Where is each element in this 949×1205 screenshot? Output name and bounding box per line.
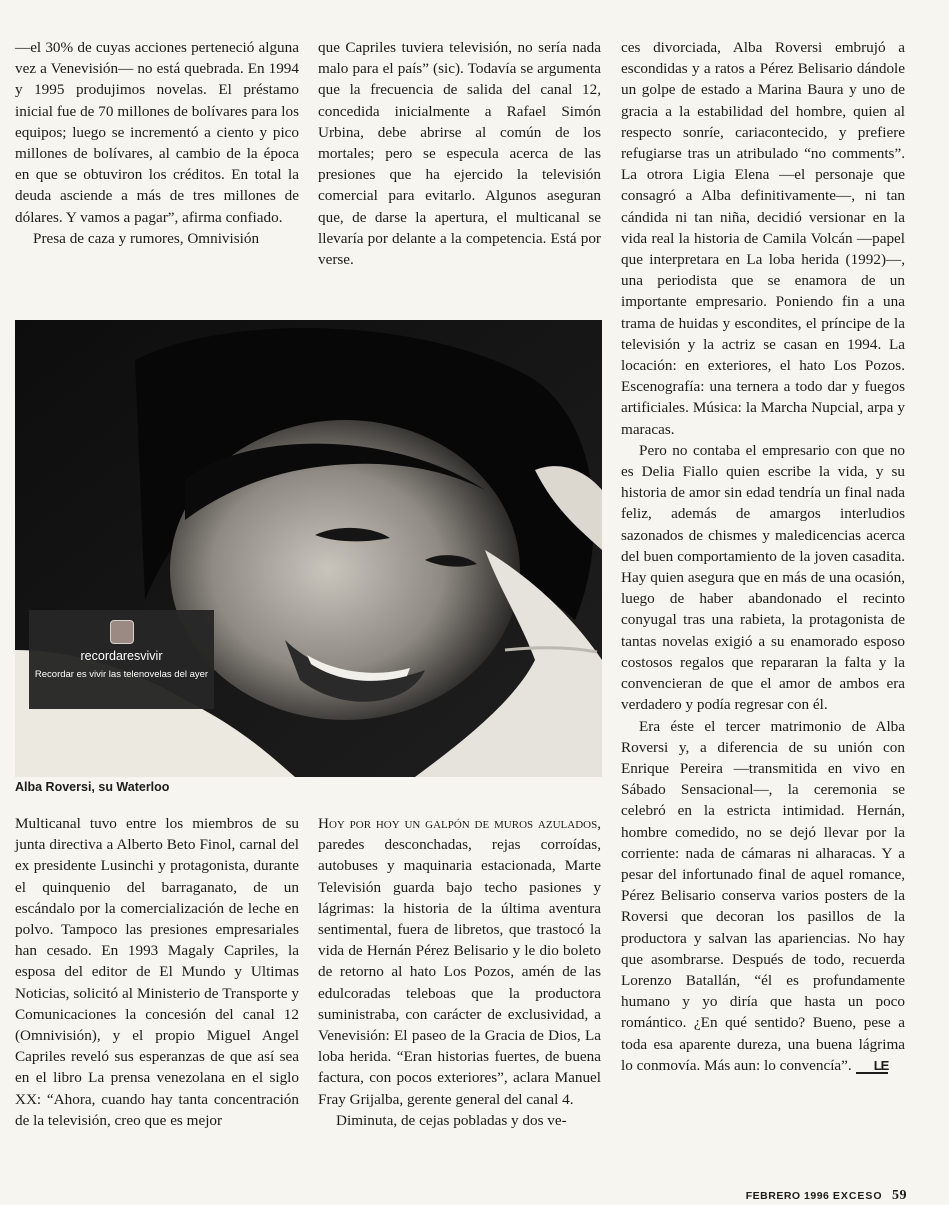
- paragraph: Multicanal tuvo entre los miembros de su junta directiva a Alberto Beto Finol, carnal del ex presidente Lusinchi y protagonista, durante el quinquenio del barraganato, de un escándalo por la comercialización de leche en polvo. Tampoco las presiones empresariales han cesado. En 1993 Magaly Capriles, la esposa del editor de El Mundo y Ultimas Noticias, solicitó al Ministerio de Transporte y Comunicaciones la concesión del canal 12 (Omnivisión), y el propio Miguel Angel Capriles reveló sus esperanzas de que así sea en el libro La prensa venezolana en el siglo XX: “Ahora, cuando hay tanta concentración de la televisión, creo que es mejor: [15, 815, 299, 1129]
- paragraph-text: Era éste el tercer matrimonio de Alba Roversi y, a diferencia de su unión con Enrique Pereira —transmitida en vivo en Sábado Sensacional—, la ceremonia se celebró en la estricta intimidad. Hernán, hombre comedido, no se dejó llevar por la corriente: nada de cámaras ni alharacas. Y a pesar del infortunado final de aquel romance, Pérez Belisario conserva varios posters de la Roversi que decoran los pasillos de la productora y salvan las apariencias. No hay que asombrarse. Después de todo, recuerda Lorenzo Batallán, “él es profundamente humano y yo diría que hasta un poco romántico. ¿En qué sentido? Bueno, pese a toda esa aparente dureza, una buena lágrima lo conmovía. Más aun: lo convencía”.: [621, 717, 905, 1074]
- watermark-badge: [29, 610, 214, 709]
- article-column-1-top: [15, 37, 299, 249]
- paragraph: Diminuta, de cejas pobladas y dos ve-: [336, 1111, 567, 1129]
- paragraph: [621, 716, 905, 1076]
- watermark-logo-icon: [110, 620, 134, 644]
- article-column-3: [621, 37, 905, 1076]
- magazine-name: EXCESO: [832, 1190, 883, 1202]
- paragraph-text: paredes desconchadas, rejas corroídas, autobuses y maquinaria estacionada, Marte Televisión guarda bajo techo pasiones y lágrimas: la historia de la última aventura sentimental, fuera de libretos, que trastocó la vida de Hernán Pérez Belisario y le dio boleto de retorno al hato Los Pozos, amén de las edulcoradas teleboas que la productora suministraba, con carácter de exclusividad, a Venevisión: El paseo de la Gracia de Dios, La loba herida. “Eran historias fuertes, de buena factura, con pocos exteriores”, aclara Manuel Fray Grijalba, gerente general del canal 4.: [318, 836, 601, 1108]
- watermark-tagline: Recordar es vivir las telenovelas del ayer: [34, 669, 209, 680]
- paragraph: [318, 813, 601, 1110]
- article-column-2-bottom: [318, 813, 601, 1131]
- section-lead-in: Hoy por hoy un galpón de muros azulados,: [318, 815, 601, 832]
- paragraph: que Capriles tuviera televisión, no sería nada malo para el país” (sic). Todavía se argumenta que la frecuencia de salida del canal 12, concedida inicialmente a Rafael Simón Urbina, debe abrirse al común de los mortales; pero se especula acerca de las presiones que ha ejercido la televisión comercial para evitarlo. Algunos aseguran que, de darse la apertura, el multicanal se llevaría por delante a la competencia. Está por verse.: [318, 39, 601, 269]
- article-column-2-top: [318, 37, 601, 270]
- photo-caption: Alba Roversi, su Waterloo: [15, 780, 170, 794]
- page-number: 59: [892, 1188, 907, 1203]
- article-column-1-bottom: [15, 813, 299, 1131]
- watermark-name: recordaresvivir: [80, 649, 163, 663]
- paragraph: ces divorciada, Alba Roversi embrujó a escondidas y a ratos a Pérez Belisario dándole un golpe de estado a Marina Baura y uno de gracia a la estabilidad del hombre, quien al respecto sonríe, cariacontecido, y prefiere refugiarse tras un atribulado “no comments”. La otrora Ligia Elena —el personaje que consagró a Alba definitivamente—, ni tan cándida ni tan niña, decidió versionar en la vida real la historia de Camila Volcán —papel que interpretara en La loba herida (1992)—, una periodista que se enamora de un importante empresario. Poniendo fin a una trama de huidas y escondites, el príncipe de la televisión y la actriz se casan en 1994. La locación: en exteriores, el hato Los Pozos. Escenografía: una ternera a todo dar y fuegos artificiales. Música: la Marcha Nupcial, arpa y maracas.: [621, 39, 905, 438]
- page-footer: [746, 1188, 907, 1204]
- issue-date: FEBRERO 1996: [745, 1190, 830, 1202]
- end-mark: LE: [856, 1060, 889, 1074]
- paragraph: Pero no contaba el empresario con que no es Delia Fiallo quien escribe la vida, y su historia de amor sin edad tendría un final nada feliz, además de amargos interludios sazonados de chismes y maledicencias acerca del buen comportamiento de la joven casadita. Hay quien asegura que en más de una ocasión, luego de haber abandonado el recinto conyugal tras una rabieta, la protagonista de tantas novelas exigió a su enamorado esposo costosos regalos que repararan la falta y la convencieran de que el amor de ambos era verdadero y podía regresar con él.: [621, 441, 905, 714]
- paragraph: —el 30% de cuyas acciones perteneció alguna vez a Venevisión— no está quebrada. En 1994 y 1995 produjimos novelas. El préstamo inicial fue de 70 millones de bolívares para los equipos; luego se incrementó a ciento y pico millones de bolívares, al cambio de la época en que se obtuviron los créditos. En total la deuda asciende a más de tres millones de dólares. Y vamos a pagar”, afirma confiado.: [15, 39, 299, 226]
- paragraph: Presa de caza y rumores, Omnivisión: [33, 229, 260, 247]
